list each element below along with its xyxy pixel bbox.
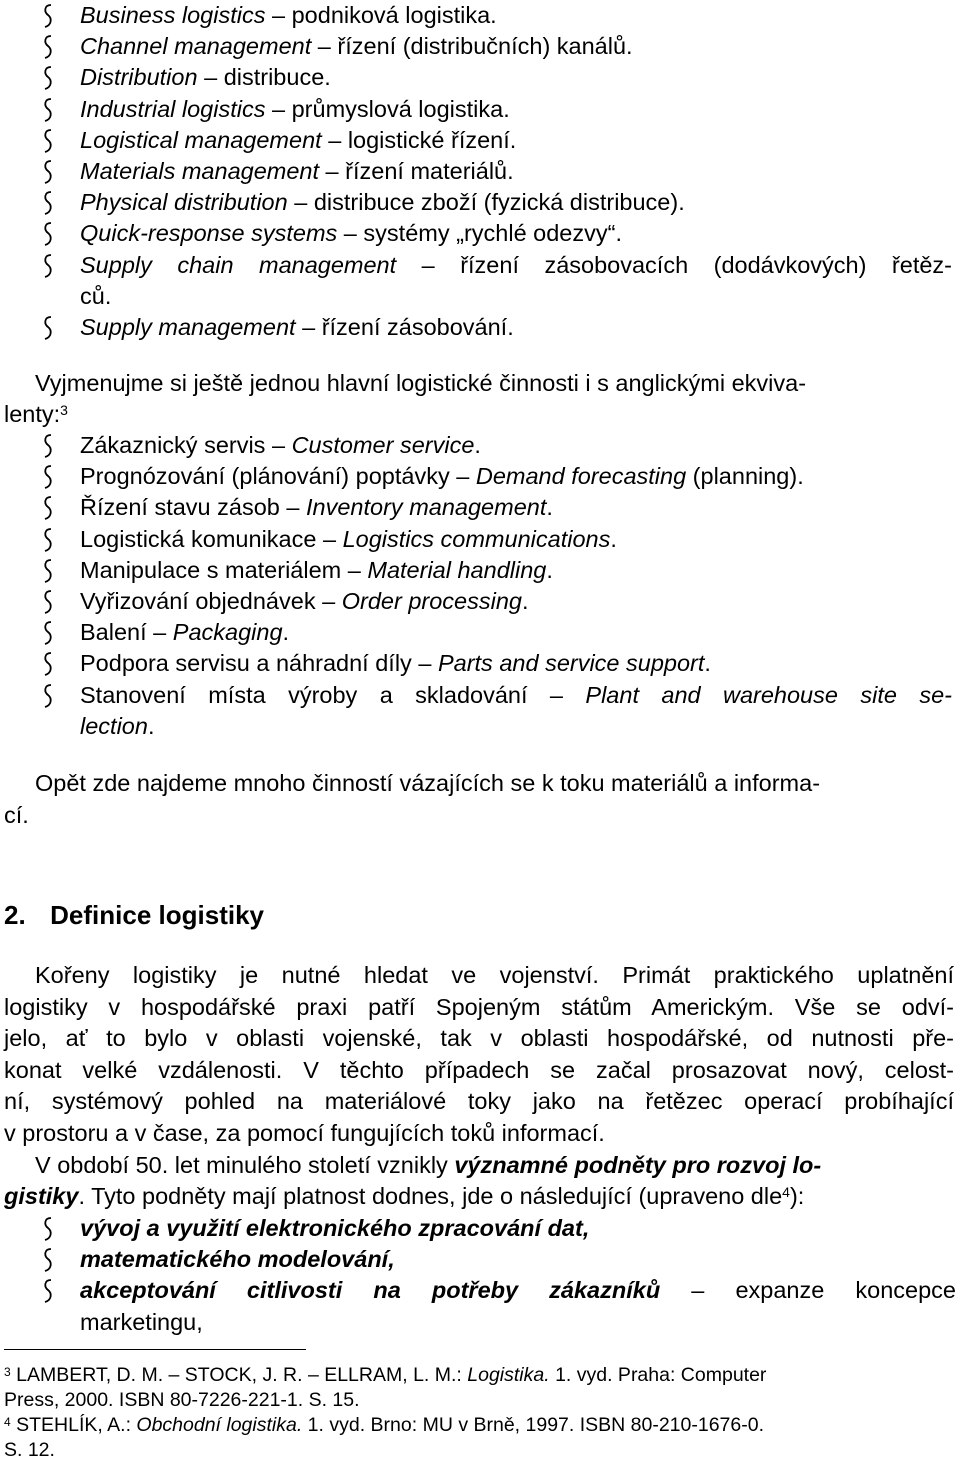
bullet-icon: [41, 64, 55, 92]
activity-separator: –: [449, 463, 476, 490]
term-english: Business logistics: [80, 2, 266, 28]
footnote-ref-3: 3: [60, 402, 68, 418]
term-item: [80, 218, 622, 249]
term-item: [80, 250, 952, 281]
footnote-title: Logistika.: [467, 1364, 550, 1386]
activity-item-cont: [80, 711, 154, 742]
term-czech: průmyslová logistika.: [291, 95, 510, 122]
term-separator: –: [287, 189, 314, 216]
bullet-icon: [41, 2, 55, 30]
activity-end: .: [704, 650, 711, 677]
activity-czech: Řízení stavu zásob: [80, 494, 280, 521]
activity-item: [80, 555, 553, 586]
bullet-icon: [41, 96, 55, 124]
roots-line: ní, systémový pohled na materiálové toky jako na řetězec operací probíhající: [4, 1088, 954, 1115]
activity-czech: Prognózování (plánování) poptávky: [80, 463, 450, 490]
activity-english: Parts and service support: [437, 650, 705, 677]
activity-end: .: [147, 712, 155, 739]
activity-english-cont: lection: [80, 712, 148, 739]
term-czech: řízení materiálů.: [345, 158, 514, 184]
fifties-line-2: [4, 1181, 804, 1212]
term-item-cont: ců.: [80, 282, 112, 309]
term-item: [80, 62, 331, 93]
activity-end: .: [474, 432, 481, 458]
bullet-icon: [41, 189, 55, 217]
bullet-icon: [41, 1277, 55, 1305]
activity-item: [80, 461, 804, 492]
footnote-separator: [4, 1349, 306, 1350]
term-item: [80, 156, 514, 187]
activity-end: .: [610, 525, 617, 552]
term-separator: –: [265, 2, 292, 28]
footnote-publication: 1. vyd. Brno: MU v Brně, 1997. ISBN 80-210-1676-0.: [302, 1414, 765, 1436]
roots-line: Kořeny logistiky je nutné hledat ve vojenství. Primát praktického uplatnění: [35, 962, 954, 988]
activity-czech: Vyřizování objednávek: [80, 588, 316, 614]
footnote-cont: S. 12.: [4, 1438, 55, 1461]
term-english: Distribution: [80, 64, 198, 91]
bullet-icon: [41, 432, 55, 460]
activity-item: [80, 617, 289, 648]
footnote-publication: 1. vyd. Praha: Computer: [549, 1364, 767, 1386]
term-english: Channel management: [80, 33, 312, 60]
term-separator: –: [396, 251, 461, 278]
intro-text: lenty:: [4, 401, 61, 427]
term-czech: logistické řízení.: [347, 126, 517, 153]
section-heading: [4, 898, 264, 932]
impulse-item: [80, 1213, 589, 1244]
intro-line-2: [4, 399, 68, 430]
bullet-icon: [41, 494, 55, 522]
roots-line: konat velké vzdálenosti. V těchto případech se začal prosazovat nový, celost-: [4, 1056, 954, 1083]
impulse-text: – expanze koncepce: [660, 1277, 956, 1304]
bullet-icon: [41, 682, 55, 710]
term-item: [80, 31, 633, 62]
footnote-authors: STEHLÍK, A.:: [10, 1414, 137, 1436]
impulse-item: [80, 1244, 395, 1275]
bullet-icon: [41, 252, 55, 280]
bullet-icon: [41, 526, 55, 554]
activity-separator: –: [146, 619, 173, 646]
section-number: 2.: [4, 900, 26, 930]
activity-end: .: [282, 619, 290, 646]
footnote-ref-4: 4: [782, 1184, 790, 1200]
activity-end: .: [546, 556, 553, 583]
term-czech: řízení (distribučních) kanálů.: [337, 33, 633, 60]
footnote-authors: LAMBERT, D. M. – STOCK, J. R. – ELLRAM, L. M.:: [10, 1364, 468, 1386]
bullet-icon: [41, 619, 55, 647]
footnote-cont: Press, 2000. ISBN 80-7226-221-1. S. 15.: [4, 1388, 360, 1411]
term-czech: systémy „rychlé odezvy“.: [363, 220, 622, 247]
intro-line-1: Vyjmenujme si ještě jednou hlavní logistické činnosti i s anglickými ekviva-: [35, 370, 807, 396]
activity-english: Plant and warehouse site se-: [585, 681, 952, 708]
footnote-4: [4, 1412, 764, 1438]
term-english: Materials management: [80, 158, 320, 184]
term-english: Supply chain management: [80, 251, 397, 278]
footnote-title: Obchodní logistika.: [136, 1414, 303, 1436]
impulse-emphasis: akceptování citlivosti na potřeby zákazníků: [80, 1277, 661, 1304]
fifties-emphasis-cont: gistiky: [4, 1183, 79, 1209]
term-separator: –: [321, 126, 348, 153]
term-item: [80, 312, 514, 343]
activity-english: Customer service: [291, 432, 475, 458]
summary-line-2: cí.: [4, 802, 29, 828]
bullet-icon: [41, 158, 55, 186]
term-english: Industrial logistics: [80, 95, 266, 122]
term-english: Quick-response systems: [80, 220, 338, 247]
activity-english: Inventory management: [306, 494, 547, 521]
fifties-text-end: ):: [789, 1183, 805, 1209]
activity-item: [80, 430, 481, 461]
summary-line-1: Opět zde najdeme mnoho činností vázajících se k toku materiálů a informa-: [35, 770, 821, 796]
roots-line: v prostoru a v čase, za pomocí fungujících toků informací.: [4, 1120, 605, 1146]
bullet-icon: [41, 557, 55, 585]
bullet-icon: [41, 127, 55, 155]
bullet-icon: [41, 33, 55, 61]
term-item: [80, 187, 685, 218]
impulse-item-cont: marketingu,: [80, 1308, 203, 1335]
bullet-icon: [41, 463, 55, 491]
activity-separator: –: [411, 650, 438, 677]
term-item: [80, 125, 516, 156]
footnote-number: 3: [4, 1365, 11, 1379]
impulse-item: [80, 1275, 956, 1306]
activity-czech: Podpora servisu a náhradní díly: [80, 650, 412, 677]
term-english: Supply management: [80, 314, 296, 340]
term-item: [80, 0, 497, 31]
bullet-icon: [41, 314, 55, 342]
impulse-emphasis: matematického modelování,: [80, 1246, 395, 1273]
activity-end: .: [546, 494, 553, 521]
activity-english: Packaging: [172, 619, 283, 646]
footnote-3: [4, 1362, 766, 1388]
footnote-number: 4: [4, 1415, 11, 1429]
activity-separator: –: [265, 432, 292, 458]
fifties-emphasis: významné podněty pro rozvoj lo-: [454, 1152, 822, 1178]
fifties-text-cont: . Tyto podněty mají platnost dodnes, jde o následující (upraveno dle: [78, 1183, 783, 1209]
roots-line: jelo, ať to bylo v oblasti vojenské, tak v oblasti hospodářské, od nutnosti pře-: [4, 1025, 954, 1052]
bullet-icon: [41, 1215, 55, 1243]
section-title: Definice logistiky: [50, 900, 264, 930]
activity-english: Logistics communications: [342, 525, 611, 552]
activity-separator: –: [316, 525, 343, 552]
activity-item: [80, 524, 617, 555]
term-czech: distribuce.: [223, 64, 331, 91]
activity-item: [80, 648, 711, 679]
term-separator: –: [265, 95, 292, 122]
term-separator: –: [319, 158, 346, 184]
activity-separator: –: [279, 494, 306, 521]
term-czech: distribuce zboží (fyzická distribuce).: [313, 189, 685, 216]
bullet-icon: [41, 588, 55, 616]
term-separator: –: [337, 220, 364, 247]
activity-english: Order processing: [341, 588, 522, 614]
term-czech: řízení zásobování.: [321, 314, 514, 340]
activity-czech: Logistická komunikace: [80, 525, 317, 552]
activity-separator: –: [315, 588, 342, 614]
roots-line: logistiky v hospodářské praxi patří Spojeným státům Americkým. Vše se odví-: [4, 993, 954, 1020]
term-separator: –: [197, 64, 224, 91]
activity-czech: Stanovení místa výroby a skladování: [80, 681, 528, 708]
activity-separator: –: [341, 556, 368, 583]
term-english: Logistical management: [80, 126, 322, 153]
activity-item: [80, 586, 529, 617]
activity-item: [80, 492, 553, 523]
term-item: [80, 94, 510, 125]
bullet-icon: [41, 220, 55, 248]
term-czech: řízení zásobovacích (dodávkových) řetěz-: [460, 251, 952, 278]
fifties-text: V období 50. let minulého století vznikly: [35, 1152, 455, 1178]
activity-english: Demand forecasting: [475, 463, 687, 490]
term-separator: –: [311, 33, 338, 60]
term-czech: podniková logistika.: [291, 2, 497, 28]
activity-item: [80, 680, 952, 711]
activity-czech: Zákaznický servis: [80, 432, 266, 458]
fifties-line-1: [35, 1150, 821, 1181]
impulse-emphasis: vývoj a využití elektronického zpracování dat,: [80, 1215, 590, 1241]
bullet-icon: [41, 650, 55, 678]
activity-end: (planning).: [686, 463, 804, 490]
activity-czech: Manipulace s materiálem: [80, 556, 342, 583]
activity-czech: Balení: [80, 619, 147, 646]
term-english: Physical distribution: [80, 189, 288, 216]
activity-english: Material handling: [367, 556, 547, 583]
activity-end: .: [521, 588, 529, 614]
activity-separator: –: [527, 681, 586, 708]
term-separator: –: [295, 314, 322, 340]
bullet-icon: [41, 1246, 55, 1274]
